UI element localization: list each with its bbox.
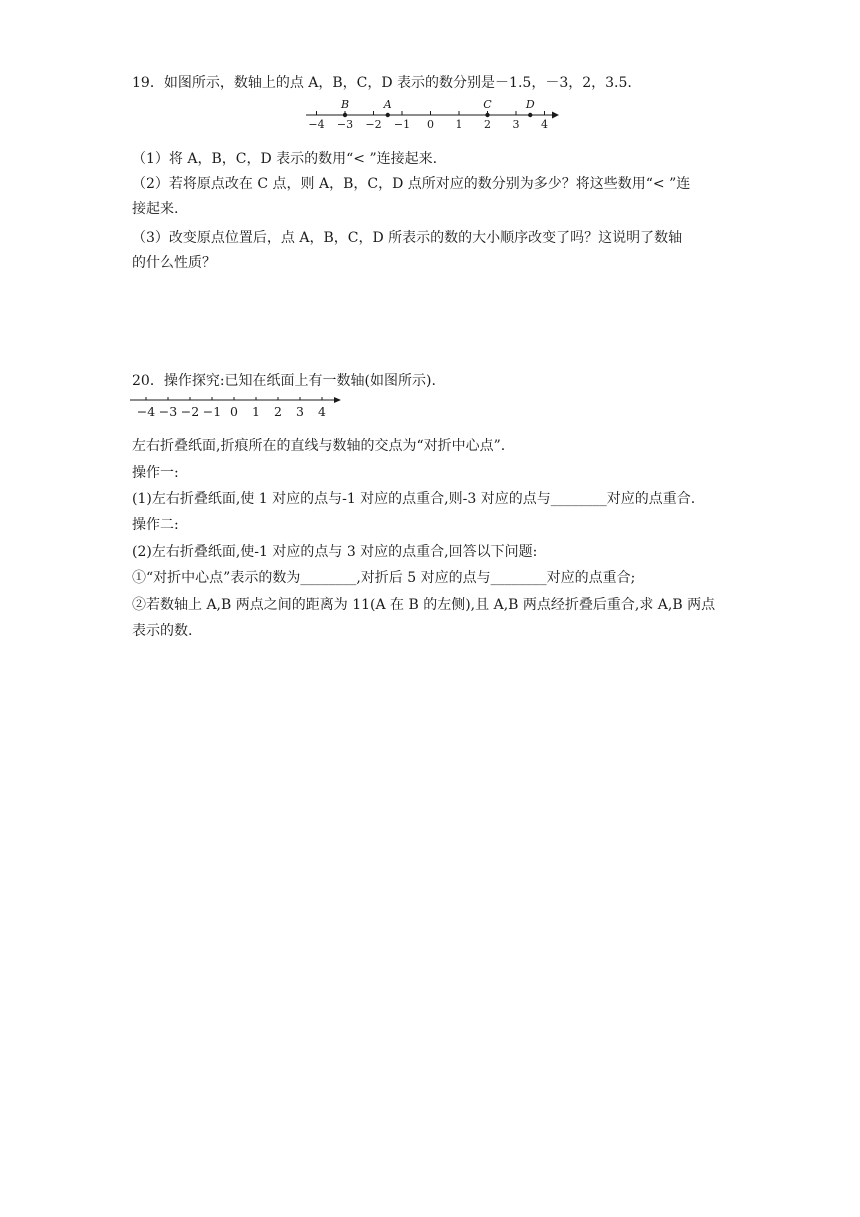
- q19-part3-line2: 的什么性质？: [132, 255, 216, 271]
- q19-tick-label: 4: [541, 118, 548, 130]
- q19-tick-label: −3: [336, 118, 354, 130]
- q19-tick-label: −1: [393, 118, 411, 130]
- q19-part1: （1）将 A，B，C，D 表示的数用“< ”连接起来.: [132, 151, 438, 167]
- q20-intro: 左右折叠纸面,折痕所在的直线与数轴的交点为“对折中心点”.: [132, 438, 506, 454]
- q20-op1-question: (1)左右折叠纸面,使 1 对应的点与-1 对应的点重合,则-3 对应的点与________对应的点重合.: [132, 491, 696, 507]
- q20-axis-arrow-icon: [334, 397, 341, 403]
- q19-point-b-label: B: [340, 98, 350, 111]
- q19-tick-label: 1: [455, 118, 463, 130]
- q20-op2-part-a: ①“对折中心点”表示的数为________,对折后 5 对应的点与________对应的点重合;: [132, 570, 636, 586]
- q20-tick-label: −2: [180, 404, 200, 419]
- q20-tick-label: −4: [136, 404, 156, 419]
- q19-tick-label: 2: [484, 118, 491, 130]
- q19-point-c-label: C: [483, 98, 492, 111]
- q20-number-line: [126, 392, 346, 422]
- q19-point-d-dot: [528, 113, 532, 117]
- q19-part3-line1: （3）改变原点位置后，点 A，B，C，D 所表示的数的大小顺序改变了吗？这说明了数轴: [132, 230, 683, 246]
- q19-tick-label: −4: [308, 118, 325, 130]
- q20-op2-question: (2)左右折叠纸面,使-1 对应的点与 3 对应的点重合,回答以下问题:: [132, 544, 538, 560]
- q20-tick-label: 1: [252, 404, 260, 419]
- q19-point-a-label: A: [383, 98, 392, 111]
- q20-op2-part-b-line2: 表示的数.: [132, 623, 193, 639]
- q19-part2-line1: （2）若将原点改在 C 点，则 A，B，C，D 点所对应的数分别为多少？将这些数用“< ”连: [132, 176, 691, 192]
- q20-op2-title: 操作二:: [132, 517, 179, 533]
- q20-op2-part-b-line1: ②若数轴上 A,B 两点之间的距离为 11(A 在 B 的左侧),且 A,B 两点经折叠后重合,求 A,B 两点: [132, 597, 716, 613]
- q20-tick-label: 2: [274, 404, 282, 419]
- q19-point-c-dot: [485, 113, 489, 117]
- q20-tick-label: 3: [296, 404, 304, 419]
- q19-point-b-dot: [343, 113, 347, 117]
- q19-tick-label: −2: [365, 118, 382, 130]
- q20-tick-label: 4: [318, 404, 326, 419]
- q20-op1-title: 操作一:: [132, 465, 179, 481]
- q19-number-line: [300, 94, 562, 130]
- q19-tick-label: 3: [512, 118, 520, 130]
- q19-stem: 19．如图所示，数轴上的点 A，B，C，D 表示的数分别是－1.5，－3，2，3.5.: [132, 75, 632, 91]
- q19-part2-line2: 接起来.: [132, 201, 179, 217]
- q20-tick-label: −3: [158, 404, 178, 419]
- q19-point-d-label: D: [525, 98, 535, 111]
- q20-tick-label: 0: [230, 404, 238, 419]
- q19-point-a-dot: [386, 113, 390, 117]
- q20-tick-label: −1: [202, 404, 222, 419]
- q19-tick-label: 0: [427, 118, 434, 130]
- q20-stem: 20．操作探究:已知在纸面上有一数轴(如图所示).: [132, 373, 436, 389]
- q19-axis-arrow-icon: [552, 112, 559, 119]
